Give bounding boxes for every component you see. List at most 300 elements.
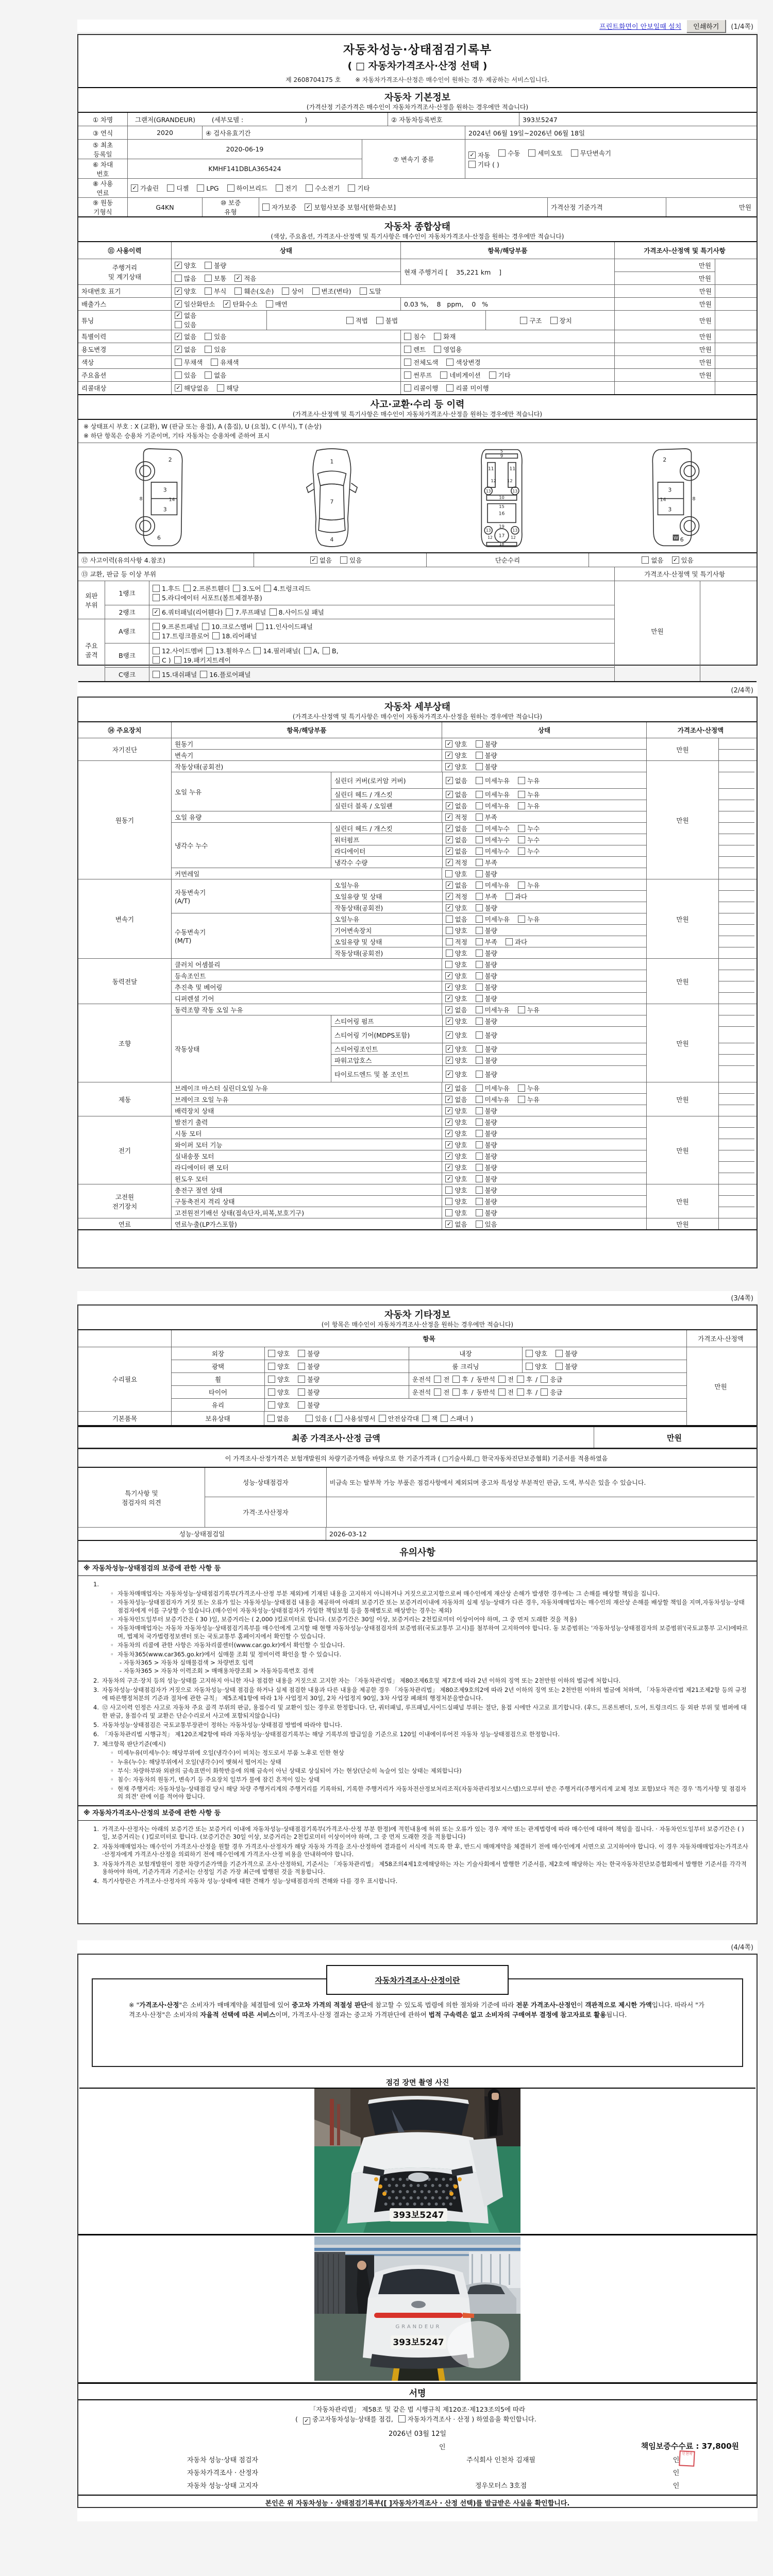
cell (589, 553, 754, 567)
option: ✓ 양호 (446, 1056, 467, 1065)
option: 양호 (445, 1197, 467, 1206)
cell: 오일유량 및 상태 (334, 938, 382, 946)
checkbox (211, 359, 218, 366)
token-text: 6.쿼터패널(리어휀다) (162, 608, 223, 616)
option: 무단변속기 (571, 148, 611, 158)
option: 불량 (476, 971, 497, 980)
cell: 유리 (211, 1401, 225, 1409)
checkbox (468, 151, 476, 159)
checkbox (476, 836, 483, 843)
cell: ⑭ 주요장치 (108, 726, 142, 734)
cell (719, 1015, 754, 1026)
cell (719, 936, 754, 947)
inspection-photo-rear (78, 2236, 757, 2381)
print-button[interactable]: 인쇄하기 (686, 20, 726, 32)
cell: 만원 (646, 1218, 718, 1229)
cell (171, 285, 614, 297)
option: ✓ 없음 (445, 1083, 467, 1093)
option: 미세누수 (476, 824, 510, 833)
cell (442, 1218, 646, 1229)
svg-text:14: 14 (169, 497, 175, 503)
option: ✓ 양호 (445, 1129, 467, 1138)
cell: ① 차명 (92, 115, 113, 124)
checkbox (518, 836, 525, 843)
option: 불량 (476, 1185, 497, 1195)
cell (719, 1128, 754, 1139)
checkbox (445, 995, 452, 1002)
svg-text:7: 7 (330, 498, 334, 505)
option: 리콜 미이행 (446, 383, 489, 393)
cell (719, 913, 754, 924)
signature-law-line: 「자동차관리법」 제58조 및 같은 법 시행규칙 제120조·제123조의5에 따라 (309, 2405, 526, 2413)
option: 불량 (476, 1106, 497, 1115)
install-print-helper-link[interactable]: 프린트화면이 안보일때 설치 (599, 23, 682, 31)
token-text: / (471, 1375, 474, 1383)
checkbox (445, 1107, 452, 1114)
cell: 항목/해당부품 (400, 242, 614, 259)
checkbox (379, 1415, 386, 1422)
option: ✓ 해당없음 (175, 383, 209, 393)
cell (442, 913, 646, 924)
checkbox (445, 1096, 452, 1103)
cell: 라디에이터 팬 모터 (175, 1163, 229, 1172)
option: 미세누유 (476, 801, 510, 810)
cell (442, 750, 646, 760)
checkbox (541, 1388, 548, 1396)
cell: 시동 모터 (175, 1129, 202, 1138)
checkbox (476, 802, 483, 809)
etc-note: (이 항목은 매수인이 자동차가격조사·산정을 원하는 경우에만 적습니다) (321, 1321, 514, 1328)
checkbox (446, 848, 453, 855)
option: 누유 (518, 1095, 540, 1104)
token-text: 운전석 (412, 1376, 431, 1383)
checkbox (234, 287, 242, 295)
cell: 가격·조사산정자 (243, 1509, 289, 1516)
checkbox (476, 1084, 483, 1092)
option: 훼손(오손) (234, 286, 274, 296)
cell (254, 553, 426, 567)
checkbox (476, 1130, 483, 1137)
option: 수소전기 (306, 183, 340, 193)
cell (719, 1139, 754, 1150)
cell: 자동변속기 (A/T) (175, 889, 206, 905)
checkbox (476, 1031, 483, 1039)
cell: 만원 (698, 275, 711, 282)
checkbox (446, 836, 453, 843)
cell: B랭크 (119, 652, 136, 659)
cell: 작동상태(공회전) (334, 949, 383, 957)
cell: 작동상태(공회전) (175, 762, 224, 771)
cell (78, 1330, 171, 1347)
svg-text:11: 11 (488, 466, 494, 472)
checkbox (518, 791, 525, 798)
svg-text:6: 6 (157, 534, 161, 541)
svg-text:3: 3 (668, 486, 672, 494)
token-text: 1.후드 (162, 585, 181, 592)
checkbox (445, 870, 452, 877)
cell: A랭크 (119, 628, 136, 635)
option: 양호 (268, 1387, 290, 1397)
cell: 파워고압호스 (334, 1056, 372, 1064)
checkbox (348, 184, 355, 192)
car-diagram (288, 446, 376, 549)
token-text: 전 (443, 1376, 450, 1383)
token-text: ( (295, 2415, 300, 2423)
checkbox (205, 333, 212, 340)
checkbox (446, 791, 453, 798)
cell: 클러치 어셈블리 (175, 960, 221, 969)
checkbox (153, 632, 160, 639)
option: 누유 (518, 790, 540, 799)
cell: G4KN (127, 198, 202, 216)
document-subtitle: ( □ 자동차가격조사·산정 선택 ) (347, 60, 488, 72)
cell: 만원 (614, 330, 715, 343)
cell: 만원 (698, 262, 711, 269)
checkbox (153, 623, 160, 630)
cell: ⑦ 변속기 종류 (362, 140, 465, 178)
option: 양호 (526, 1349, 547, 1358)
option: 미세누유 (476, 776, 510, 785)
cell: 가격조사·산정액 (646, 722, 754, 738)
token-text: 후 (526, 1388, 532, 1396)
checkbox (233, 585, 240, 592)
checkbox (153, 647, 160, 654)
checkbox (175, 262, 182, 269)
cell (719, 857, 754, 868)
cell (400, 343, 614, 355)
cell: 구동축전지 격리 상태 (175, 1197, 235, 1206)
token-text: / (471, 1388, 474, 1396)
cell (719, 1027, 754, 1043)
cell: 오일유량 및 상태 (334, 892, 382, 901)
checkbox (476, 752, 483, 759)
option: 불량 (476, 948, 497, 958)
cell: 디퍼렌셜 기어 (175, 994, 214, 1003)
checkbox (175, 346, 182, 353)
cell: 특기사항 및 점검자의 의견 (122, 1489, 161, 1506)
checkbox (445, 1141, 452, 1148)
cell: 자기진단 (112, 745, 138, 754)
cell: 추진축 및 베어링 (175, 983, 223, 991)
option: 없음 (642, 555, 663, 565)
option: 없음 (446, 914, 467, 924)
checkbox (268, 1350, 275, 1357)
token-text: 9.프론트패널 (162, 623, 199, 631)
cell (719, 1043, 754, 1054)
option: 수동 (498, 148, 520, 158)
signature-title: 서명 (409, 2388, 426, 2399)
checkbox (550, 317, 558, 324)
checkbox (175, 300, 182, 308)
cell (442, 1173, 646, 1184)
option: ✓ 자동 (468, 150, 490, 160)
option: 적정 (446, 937, 467, 946)
cell (442, 993, 646, 1004)
cell (719, 993, 754, 1004)
checkbox (268, 1388, 275, 1396)
checkbox (298, 1350, 305, 1357)
cell (719, 1004, 754, 1015)
cell (442, 981, 646, 992)
checkbox (526, 1350, 533, 1357)
cell (442, 947, 646, 958)
cell: 고전원전기배선 상태(접속단자,피복,보호기구) (175, 1209, 305, 1217)
checkbox (498, 149, 506, 157)
token-text: 14.필러패널( (263, 647, 301, 655)
legal-notice: ※ 자동차성능·상태점검의 보증에 관한 사항 등 1. ◦ 자동차매매업자는 자동차성능·상태점검기록부(가격조사·산정 부분 제외)에 기재된 내용을 고지하지 아니하거나 거짓으로고지함으로써 매수인에게 재산상 손해가 발생한 경우에는 그 손해를 배상할 책임을 집니다. ◦ 자동차성능·상태점검자가 거짓 또는 오류가 있는 자동차성능·상태점검 내용을 제공하여 아래의 보증기간 또는 보증거리이내에 자동차의 실제 성능·상태가 다른 경우, 자동차매매업자는 매수인의 재산상 손해를 배상할 책임을 지며,자동차성능·상태점검자에게 이를 구상할 수 있습니다.(매수인이 자동차성능·상태점검자가 가입한 책임보험 등을 통해별도로 배상받는 경우는 제외) ◦ 자동차인도일부터 보증기간은 ( 30 )일, 보증거리는 ( 2,000 )킬로미터로 합니다. (보증기간은 30일 이상, 보증거리는 2천킬로미터 이상이어야 하며, 그 중 먼저 도래한 것을 적용) ◦ 자동차매매업자는 자동차 자동차성능·상태점검기록부를 매수인에게 고지할 때 현행 자동차성능·상태점검자의 보증범위(국토교통부 고시)를 첨부하여 고지하여야 합니다. 동 보증범위는 '자동차성능·상태점검자의 보증범위'(국토교통부 고시)에따르며, 법제처 국가법령정보센터 또는 국토교통부 홈페이지에서 확인할 수 있습니다. ◦ 자동차의 리콜에 관한 사항은 자동차리콜센터(www.car.go.kr)에서 확인할 수 있습니다. ◦ 자동차365(www.car365.go.kr)에서 실매물 조회 및 정비이력 확인을 할 수 있습니다. - 자동차365 > 자동차 실매물검색 > 차량번호 입력 - 자동차365 > 자동차 이력조회 > 매매용차량조회 > 자동차등록번호 검색 2. 자동차의 구조·장치 등의 성능·상태를 고지하지 아니한 자나 점검한 내용을 거짓으로 고지한 자는 「자동차관리법」 제80조제6호및 제7호에 따라 2년 이하의 징역 또는 2천만원 이하의 벌금에 처합니다. 3. 자동차성능·상태점검자가 거짓으로 자동차성능·상태 점검을 하거나 실제 점검한 내용과 다른 내용을 제공한 경우 「자동차관리법」 제80조제9호의2에 따라 2년 이하의 징역 또는 2천만원 이하의 벌금에 처하며, 「자동차관리법 제21조제2항 등의 규정에 따른행정처분의 기준과 절차에 관한 규칙」 제5조제1항에 따라 1차 사업정지 30일, 2차 사업정지 90일, 3차 사업장 폐쇄의 행정처분을받습니다. 4. ⑫ 사고이력 인정은 사고로 자동차 주요 골격 부위의 판금, 용접수리 및 교환이 있는 경우로 한정합니다. 단, 쿼터패널, 루프패널,사이드실패널 부위는 절단, 용접 시에만 사고로 표기합니다. (후드, 프론트펜더, 도어, 트렁크리드 등 외판 부위 및 범퍼에 대한 판금, 용접수리 및 교환은 단순수리로서 사고에 포함되지않습니다) 5. 자동차성능·상태점검은 국토교통부장관이 정하는 자동차성능·상태점검 방법에 따라야 합니다. 6. 「자동차관리법 시행규칙」 제120조제2항에 따라 자동차성능·상태점검기록부는 해당 기록부의 발급일을 기준으로 120일 이내에이루어진 자동차 성능·상태점검으로 한정합니다. 7. 체크항목 판단기준(예시) ◦ 미세누유(미세누수): 해당부위에 오일(냉각수)이 비치는 정도로서 부품 노후로 인한 현상 ◦ 누유(누수): 해당부위에서 오일(냉각수)이 맺혀서 떨어지는 상태 ◦ 부식: 차량하부와 외판의 금속표면이 화학반응에 의해 금속이 아닌 상태로 상실되어 가는 현상(단순히 녹슬어 있는 상태는 제외합니다) ◦ 침수: 자동차의 원동기, 변속기 등 주요장치 일부가 물에 잠긴 흔적이 있는 상태 ◦ 현재 주행거리: 자동차성능·상태점검 당시 해당 차량 주행거리계의 주행거리를 기록하되, 기록한 주행거리가 자동차전산정보처리조직(자동차관리정보시스템)으로부터 받은 주행거리(주행거리계 교체 정보 포함)보다 적은 경우 '특기사항 및 점검자의 의견' 란에 이를 적어야 합니다. ※ 자동차가격조사·산정의 보증에 관한 사항 등 1. 가격조사·산정자는 아래의 보증기간 또는 보증거리 이내에 자동차성능·상태점검기록부(가격조사·산정 부분 한정)에 적힌내용에 허위 또는 오류가 있는 경우 계약 또는 관계법령에 따라 매수인에 대하여 책임을 집니다. · 자동차인도일부터 보증기간은 ( )일, 보증거리는 ( )킬로미터로 합니다. (보증기간은 30일 이상, 보증거리는 2천킬로미터 이상이어야 하며, 그 중 먼저 도래한 것을 적용합니다) 2. 자동차매매업자는 매수인이 가격조사·산정을 원할 경우 가격조사·산정자가 해당 자동차 가격을 조사·산정하여 결과를이 서식에 적도록 한 후, 반드시 매매계약을 체결하기 전에 매수인에게 서면으로 고지하여야 합니다. 이 경우 자동차매매업자는가격조사·산정자에게 가격조사·산정을 의뢰하기 전에 매수인에게 가격조사·산정 비용을 안내하여야 합니다. 3. 자동차가격은 보험개발원이 정한 차량기준가액을 기준가격으로 조사·산정하되, 기준서는 「자동차관리법」 제58조의4제1호에해당하는 자는 기술사회에서 발행한 기준서를, 제2호에 해당하는 자는 한국자동차진단보증협회에서 발행한 기준서를 각각적용하여야 하며, 기준가격과 기준서는 산정일 기준 가장 최근에 발행된 것을 적용합니다. 4. 특기사항란은 가격조사·산정자의 자동차 성능·상태에 대한 견해가 성능·상태점검자의 견해와 다를 경우 표시합니다. (78, 1561, 757, 1890)
checkbox (206, 647, 213, 654)
page-4 (77, 1954, 758, 2508)
cell (719, 1055, 754, 1065)
option: ✓ 보험사보증 보험사[한화손보] (305, 202, 396, 212)
checkbox (445, 1084, 452, 1092)
cell (149, 668, 614, 681)
cell: 실린더 헤드 / 개스킷 (334, 824, 393, 833)
cell: 오일 누유 (175, 788, 202, 796)
cell (719, 1082, 754, 1093)
cell: 성능·상태점검일 (179, 1530, 225, 1538)
cell: 전기 (118, 1146, 131, 1155)
checkbox (476, 848, 483, 855)
option: 불량 (298, 1387, 320, 1397)
cell: 만원 (614, 298, 715, 310)
option: 불량 (476, 1117, 497, 1127)
detail-title: 자동차 세부상태 (384, 702, 450, 713)
option: 누유 (518, 1005, 540, 1014)
cell: 만원 (614, 343, 715, 355)
checkbox (262, 204, 270, 211)
option: ✓ 없음 (446, 824, 467, 833)
option: 불량 (476, 1044, 497, 1054)
checkbox (518, 802, 525, 809)
overall-condition (78, 241, 757, 395)
token-text: 4.트렁크리드 (273, 585, 311, 592)
cell: 2020-06-19 (127, 140, 362, 159)
checkbox (254, 647, 261, 654)
cell: 항목/해당부품 (171, 722, 442, 738)
checkbox (476, 814, 483, 821)
checkbox (476, 984, 483, 991)
svg-text:16: 16 (499, 511, 505, 517)
option: ✓ 없음 (445, 1219, 467, 1229)
checkbox (672, 556, 679, 564)
cell: 만원 (646, 738, 718, 760)
cell (485, 311, 614, 330)
cell: 커먼레일 (175, 870, 200, 878)
etc-title: 자동차 기타정보 (384, 1310, 450, 1320)
option: LPG (197, 184, 219, 192)
checkbox (571, 149, 578, 157)
cell (715, 330, 754, 343)
cell: 배출가스 (81, 300, 107, 308)
option: 불량 (476, 1129, 497, 1138)
checkbox (212, 632, 220, 639)
checkbox (422, 1415, 429, 1422)
cell: 배력장치 상태 (175, 1107, 214, 1115)
checkbox (153, 656, 160, 664)
checkbox (312, 287, 320, 295)
option: ✓ 있음 (672, 555, 694, 565)
signer-row: 자동차 성능·상태 점검자 주식회사 인천차 김재필 인 인천차 (78, 2453, 757, 2466)
checkbox (441, 1415, 448, 1422)
checkbox (476, 893, 483, 900)
option: 미세누유 (476, 914, 510, 924)
option: ✓ 양호 (446, 1070, 467, 1079)
cell: 비금속 또는 탈부착 가능 부품은 점검사항에서 제외되며 중고차 특성상 부분적인 판금, 도색, 부식은 있을 수 있습니다. (326, 1468, 754, 1497)
cell: 용도변경 (81, 346, 107, 353)
checkbox (446, 859, 453, 866)
option: 적법 (346, 316, 368, 325)
cell (264, 1412, 685, 1425)
token-text: 안전삼각대 (388, 1415, 419, 1422)
checkbox (446, 1057, 453, 1064)
cell: ⑬ 교환, 판금 등 이상 부위 (81, 570, 157, 578)
option: 불량 (476, 1140, 497, 1149)
checkbox (476, 763, 483, 770)
checkbox (398, 2415, 406, 2422)
checkbox (446, 802, 453, 809)
cell (442, 1015, 646, 1026)
svg-text:2: 2 (168, 456, 172, 463)
option: 장치 (550, 316, 572, 325)
cell (719, 970, 754, 981)
svg-text:13: 13 (486, 528, 491, 533)
detail-note: (가격조사·산정액 및 특기사항은 매수인이 자동차가격조사·산정을 원하는 경우에만 적습니다) (292, 713, 543, 720)
cell: 상태 (442, 722, 646, 738)
cell: 주행거리 및 계기상태 (108, 263, 142, 281)
cell: 외판 부위 (85, 591, 98, 609)
cell (171, 311, 266, 330)
option: 불량 (476, 903, 497, 912)
checkbox (476, 777, 483, 784)
cell (266, 311, 485, 330)
accident-title: 사고·교환·수리 등 이력 (370, 399, 465, 410)
option: 해당 (217, 383, 239, 393)
token-text: 5.라디에이터 서포트(볼트체결부품) (162, 594, 262, 602)
cell: 현재 주행거리 [ 35,221 km ] (400, 259, 614, 284)
checkbox (175, 333, 182, 340)
option: ✓ 양호 (445, 1140, 467, 1149)
cell (442, 823, 646, 834)
cell (522, 1347, 686, 1360)
cell: ⑧ 사용 연료 (92, 180, 113, 197)
checkbox (223, 300, 230, 308)
cell: 제동 (118, 1095, 131, 1104)
option: 불량 (476, 1056, 497, 1065)
cell (171, 330, 400, 343)
svg-text:15: 15 (499, 504, 505, 509)
option: 변조(변타) (312, 286, 351, 296)
checkbox (227, 184, 234, 192)
checkbox (360, 287, 367, 295)
option: 렌트 (404, 345, 426, 354)
cell: 주요 골격 (85, 642, 98, 659)
checkbox (183, 585, 191, 592)
option: 불량 (476, 1174, 497, 1183)
cell (149, 619, 614, 643)
token-text: 전 (443, 1388, 450, 1396)
cell: 특별이력 (81, 333, 107, 341)
option: 불량 (298, 1400, 320, 1410)
option: 양호 (445, 1208, 467, 1217)
svg-text:11: 11 (509, 466, 516, 472)
checkbox (446, 927, 453, 934)
option: 디젤 (167, 183, 189, 193)
checkbox (476, 916, 483, 923)
cell: 2랭크 (119, 608, 136, 616)
cell (719, 772, 754, 788)
option: 불량 (298, 1362, 320, 1371)
token-text: 운전석 (412, 1388, 431, 1396)
cell (264, 1360, 409, 1372)
cell (719, 1094, 754, 1105)
option: 양호 (268, 1362, 290, 1371)
etc-info-table (78, 1329, 757, 1426)
checkbox (404, 384, 411, 392)
svg-text:393보5247: 393보5247 (393, 2337, 444, 2348)
cell (719, 834, 754, 845)
checkbox (476, 859, 483, 866)
cell: 그랜저(GRANDEUR) (세부모델 : ) (127, 113, 388, 126)
cell: 만원 (646, 959, 718, 1004)
cell: 튜닝 (81, 316, 94, 325)
cell: 수리필요 (112, 1376, 138, 1383)
checkbox (267, 1415, 275, 1422)
option: 불량 (476, 751, 497, 760)
cell: ⑤ 최초 등록일 (92, 141, 113, 158)
option: 부족 (476, 937, 497, 946)
cell: 등속조인트 (175, 972, 206, 980)
cell: 스티어링 펌프 (334, 1017, 374, 1025)
option: 불량 (205, 261, 226, 270)
cell: 만원 (646, 1082, 718, 1116)
cell (409, 1373, 686, 1385)
cell: 조향 (118, 1039, 131, 1047)
option: ✓ 양호 (445, 994, 467, 1003)
cell (719, 789, 754, 800)
option: 불량 (476, 1016, 497, 1026)
option: 리콜이행 (404, 383, 438, 393)
appraisal-explain-box (92, 1975, 743, 2067)
cell: 오일누유 (334, 915, 360, 923)
option: 양호 (445, 960, 467, 969)
inspector-opinion-table (78, 1467, 757, 1541)
checkbox (506, 893, 513, 900)
cell (149, 643, 614, 667)
cell (442, 1150, 646, 1161)
cell (442, 1196, 646, 1207)
cell: 변속기 (175, 751, 194, 759)
checkbox (175, 275, 182, 282)
option: 기타 (348, 183, 369, 193)
checkbox (404, 359, 411, 366)
option: ✓ 없음 (446, 790, 467, 799)
checkbox (205, 287, 212, 295)
cell (171, 298, 400, 310)
checkbox (446, 916, 453, 923)
token-text: 18.리어패널 (222, 632, 257, 640)
svg-text:10: 10 (499, 495, 505, 500)
checkbox (256, 623, 263, 630)
checkbox (506, 938, 513, 945)
cell (442, 1128, 646, 1139)
checkbox (445, 961, 452, 968)
checkbox (476, 1209, 483, 1216)
cell (172, 259, 400, 272)
token-text: 스패너 ) (450, 1415, 474, 1422)
checkbox (642, 556, 649, 564)
checkbox (175, 384, 182, 392)
